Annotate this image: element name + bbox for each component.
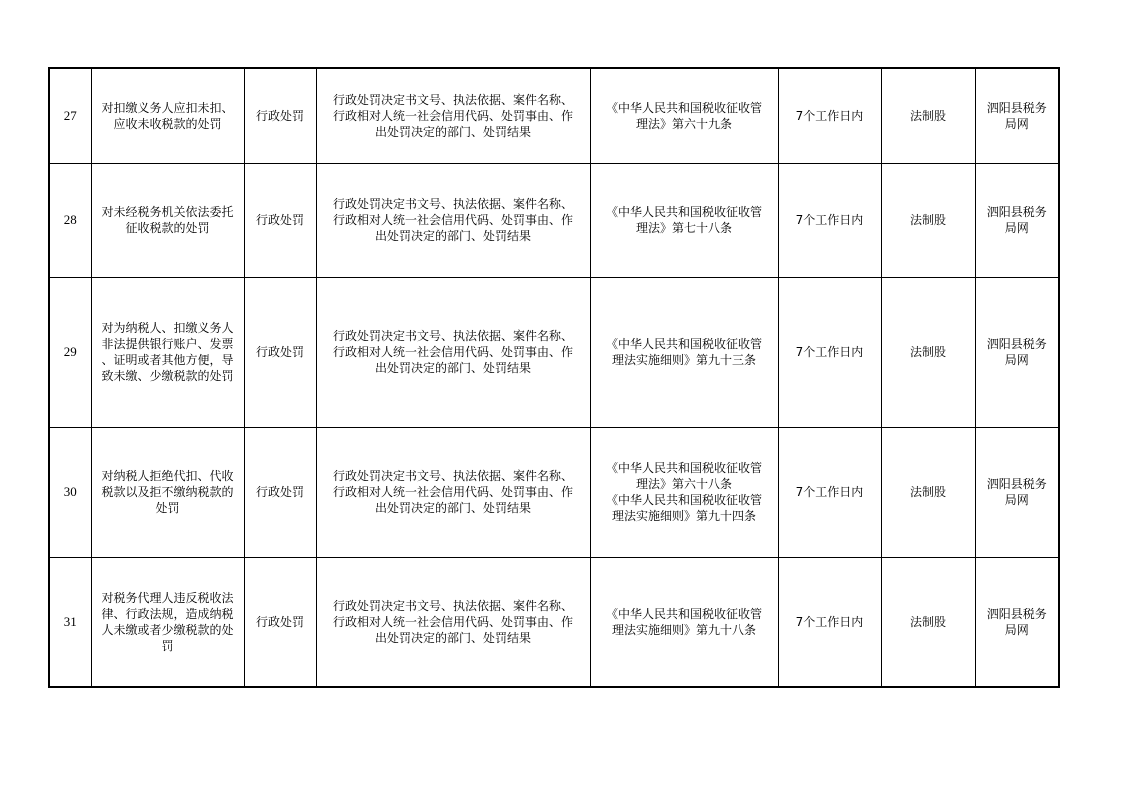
disclosure-content-cell (316, 427, 590, 557)
disclosure-content-line: 出处罚决定的部门、处罚结果 (374, 630, 531, 645)
disclosure-content-line: 出处罚决定的部门、处罚结果 (374, 501, 531, 515)
disclosure-content-line: 行政相对人统一社会信用代码、处罚事由、作 (332, 213, 573, 227)
table-row (49, 557, 1059, 687)
disclosure-time-cell: 7个工作日内 (778, 68, 881, 163)
disclosure-content-line: 行政处罚决定书文号、执法依据、案件名称、 (332, 469, 573, 483)
legal-basis-cell (590, 163, 778, 277)
penalty-item-line: 对未经税务机关依法委托 (101, 205, 234, 219)
legal-basis-line: 《中华人民共和国税收征收管 (605, 493, 762, 507)
legal-basis-line: 《中华人民共和国税收征收管 (605, 461, 762, 475)
table-row (49, 277, 1059, 427)
legal-basis-line: 《中华人民共和国税收征收管 (605, 606, 762, 621)
disclosure-time-cell: 7个工作日内 (778, 557, 881, 687)
legal-basis-line: 理法》第七十八条 (635, 221, 732, 235)
legal-basis-cell (590, 277, 778, 427)
disclosure-content-line: 行政处罚决定书文号、执法依据、案件名称、 (332, 92, 573, 107)
row-number-cell: 27 (49, 68, 91, 163)
penalty-item-line: 罚 (161, 638, 174, 653)
responsible-dept-cell: 法制股 (881, 68, 975, 163)
table-body (49, 68, 1059, 687)
disclosure-content-cell (316, 277, 590, 427)
disclosure-content-line: 行政处罚决定书文号、执法依据、案件名称、 (332, 598, 573, 613)
responsible-dept-cell: 法制股 (881, 557, 975, 687)
legal-basis-line: 理法实施细则》第九十三条 (611, 353, 756, 367)
legal-basis-cell (590, 68, 778, 163)
disclosure-channel-line: 泗阳县税务 (986, 606, 1047, 621)
disclosure-channel-cell (975, 163, 1059, 277)
item-category-cell: 行政处罚 (244, 427, 316, 557)
legal-basis-line: 《中华人民共和国税收征收管 (605, 205, 762, 219)
disclosure-content-line: 行政处罚决定书文号、执法依据、案件名称、 (332, 197, 573, 211)
penalty-item-cell (91, 68, 244, 163)
penalty-item-line: 、证明或者其他方便，导 (101, 353, 234, 367)
disclosure-content-line: 行政处罚决定书文号、执法依据、案件名称、 (332, 329, 573, 343)
disclosure-content-line: 出处罚决定的部门、处罚结果 (374, 124, 531, 139)
penalty-item-cell (91, 277, 244, 427)
disclosure-time-cell: 7个工作日内 (778, 163, 881, 277)
disclosure-content-line: 行政相对人统一社会信用代码、处罚事由、作 (332, 614, 573, 629)
penalty-item-line: 非法提供银行账户、发票 (101, 337, 234, 351)
disclosure-channel-line: 泗阳县税务 (986, 205, 1047, 219)
disclosure-content-line: 行政相对人统一社会信用代码、处罚事由、作 (332, 108, 573, 123)
item-category-cell: 行政处罚 (244, 277, 316, 427)
disclosure-channel-line: 泗阳县税务 (986, 477, 1047, 491)
item-category-cell: 行政处罚 (244, 68, 316, 163)
row-number-cell: 29 (49, 277, 91, 427)
legal-basis-line: 《中华人民共和国税收征收管 (605, 337, 762, 351)
responsible-dept-cell: 法制股 (881, 427, 975, 557)
legal-basis-cell (590, 557, 778, 687)
penalty-item-line: 人未缴或者少缴税款的处 (101, 622, 234, 637)
disclosure-channel-cell (975, 68, 1059, 163)
legal-basis-line: 理法实施细则》第九十四条 (611, 509, 756, 523)
disclosure-content-line: 出处罚决定的部门、处罚结果 (374, 361, 531, 375)
row-number-cell: 28 (49, 163, 91, 277)
table-row (49, 68, 1059, 163)
table-row (49, 163, 1059, 277)
disclosure-channel-cell (975, 557, 1059, 687)
penalty-item-line: 律、行政法规，造成纳税 (101, 606, 234, 621)
row-number-cell: 30 (49, 427, 91, 557)
penalty-item-line: 对纳税人拒绝代扣、代收 (101, 469, 234, 483)
disclosure-time-cell: 7个工作日内 (778, 427, 881, 557)
item-category-cell: 行政处罚 (244, 163, 316, 277)
penalty-item-line: 处罚 (155, 501, 180, 515)
penalty-item-cell (91, 163, 244, 277)
penalty-item-line: 税款以及拒不缴纳税款的 (101, 485, 234, 499)
legal-basis-line: 理法实施细则》第九十八条 (611, 622, 756, 637)
disclosure-channel-line: 局网 (1004, 622, 1029, 637)
penalty-item-line: 应收未收税款的处罚 (113, 116, 222, 131)
legal-basis-line: 《中华人民共和国税收征收管 (605, 100, 762, 115)
disclosure-channel-line: 泗阳县税务 (986, 337, 1047, 351)
disclosure-channel-cell (975, 277, 1059, 427)
item-category-cell: 行政处罚 (244, 557, 316, 687)
penalty-item-line: 对税务代理人违反税收法 (101, 590, 234, 605)
disclosure-content-line: 行政相对人统一社会信用代码、处罚事由、作 (332, 345, 573, 359)
disclosure-time-cell: 7个工作日内 (778, 277, 881, 427)
disclosure-content-cell (316, 163, 590, 277)
table-row (49, 427, 1059, 557)
disclosure-channel-line: 局网 (1004, 221, 1029, 235)
penalty-item-line: 征收税款的处罚 (125, 221, 210, 235)
legal-basis-line: 理法》第六十八条 (635, 477, 732, 491)
legal-basis-cell (590, 427, 778, 557)
penalty-item-line: 对为纳税人、扣缴义务人 (101, 321, 234, 335)
disclosure-content-cell (316, 557, 590, 687)
responsible-dept-cell: 法制股 (881, 163, 975, 277)
row-number-cell: 31 (49, 557, 91, 687)
disclosure-table (48, 67, 1060, 688)
disclosure-channel-cell (975, 427, 1059, 557)
disclosure-content-line: 出处罚决定的部门、处罚结果 (374, 229, 531, 243)
responsible-dept-cell: 法制股 (881, 277, 975, 427)
legal-basis-line: 理法》第六十九条 (635, 116, 732, 131)
penalty-item-line: 致未缴、少缴税款的处罚 (101, 369, 234, 383)
disclosure-channel-line: 局网 (1004, 116, 1029, 131)
penalty-item-cell (91, 427, 244, 557)
disclosure-content-line: 行政相对人统一社会信用代码、处罚事由、作 (332, 485, 573, 499)
disclosure-channel-line: 局网 (1004, 353, 1029, 367)
disclosure-channel-line: 泗阳县税务 (986, 100, 1047, 115)
disclosure-content-cell (316, 68, 590, 163)
penalty-item-cell (91, 557, 244, 687)
penalty-item-line: 对扣缴义务人应扣未扣、 (101, 100, 234, 115)
disclosure-channel-line: 局网 (1004, 493, 1029, 507)
